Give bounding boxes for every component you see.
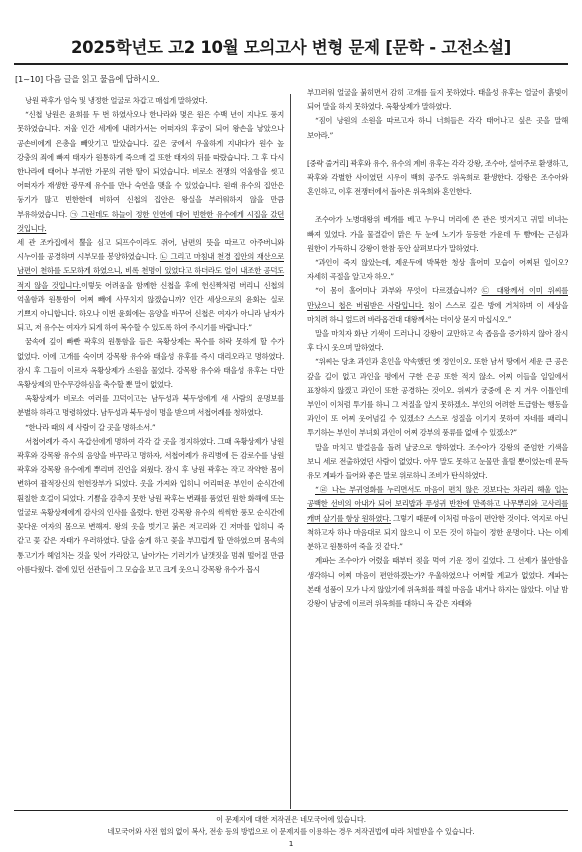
passage-paragraph: 꿈속에 깊이 빠빤 곽후의 원통함을 들은 옥황상제는 복수를 허락 못하게 할 수가 없었다. 이에 고개를 숙이며 강목왕 유수와 태을성 유후를 즉시 대리오라고 명하였다. 잠시 후 그들이 이르자 옥황상제가 소원을 물었다. 강목왕 유수와 태을성 유후는 다만 옥황상제의 만수무강하심을 축수할 뿐 말이 없었다. — [17, 337, 284, 390]
passage-paragraph: 옥황상제가 비로소 여러를 끄덕이고는 남두성과 북두성에게 새 사람의 운명보를 분별하 하라고 명령하였다. 남두성과 북두성이 명을 받으며 서첩어례를 청하였다. — [17, 394, 284, 418]
copyright-warning: 네모국어와 사전 협의 없이 복사, 전송 등의 방법으로 이 문제지를 이용하는 경우 저작권법에 따라 처벌받을 수 있습니다. — [107, 827, 475, 836]
passage-paragraph: 부끄러워 얼굴을 붉히면서 감히 고개를 들지 못하였다. 태을성 유후는 얼굴이 흙빛이 되어 말을 하지 못하였다. 옥황상제가 말하였다. — [307, 88, 568, 112]
underlined-passage-d: “㉣ 나는 부귀영화를 누리면서도 마음이 편치 않은 것보다는 차라리 헤울 입는 공백한 선비의 아내가 되어 보리밥과 푸성귀 반찬에 만족하고 나무뿌리와 고사리를 캐며 살기를 항상 원하였다. — [307, 485, 568, 523]
column-divider — [290, 94, 291, 809]
passage-paragraph: “과인이 죽지 않았는데, 제운두에 박복한 청상 홀어미 모습이 어찌된 일이오? 자세히 곡절을 알고자 하오.” — [307, 258, 568, 282]
bottom-divider — [14, 810, 568, 811]
passage-paragraph: “신첩 낭원은 윤희를 두 번 하였사오나 한나라와 몇은 원은 수백 년이 지나도 풍지 못하였습니다. 저울 인간 세계에 내려가서는 어떠자의 후궁이 되어 왕손을 낳았으나 공손비에게 은총을 빼앗기고 말았습니다. 깊은 궁에서 우울하게 지내다가 원수 높 강충의 죄에 빠져 태자가 원통하게 죽으매 걸 또한 태자의 뒤를 따랐습니다. 그 후 다시 한나라에 태어나 부귀한 가문의 귀한 딸이 되었습니다. 비로소 전쟁의 억울함을 씻고 어떠자가 재생한 광무제 유수를 만나 숙연을 맺을 수 있었습니다. 원래 유수의 집안은 둥기가 많고 빈한한데 비하여 신첩의 집안은 왕실을 부러워하지 않을 만큼 부유하였습니다. ㉠ 그런데도 하늘이 정한 인연에 대어 빈한한 유수에게 시집을 갔던 것입니다. — [17, 110, 284, 233]
passage-paragraph: 서첩어례가 즉시 옥갑선에게 명하여 각각 갈 곳을 정지하였다. 그때 옥황상제가 낭원 곽후와 강목왕 유수의 음양을 바꾸라고 명하자, 서첩어례가 유리병에 든 감로수를 낭원 곽후와 강목왕 유수에게 뿌리며 진언을 외웠다. 잠시 후 낭원 곽후는 작고 작약한 몸이 변하여 괄적장신의 헌헌장부가 되었다. 옷을 가져와 입히니 어리떠운 부인이 순식간에 훤칠한 호걸이 되었다. 기쁨을 감추지 못한 낭원 곽후는 변쾌를 품었던 원한 화해에 또는 얼굴로 옥황상제에게 감사의 인사를 올렸다. 한편 강목왕 유수의 씩씩한 풍모 순식간에 꽃다운 여자의 몸으로 변해져. 왕의 옷을 벗기고 붉은 저고리와 긴 저마를 입히니 죽 같고 꽃 같은 자태가 우러하였다. 달을 숨게 하고 꽃을 부끄럽게 할 만하였으며 몸속의 통고기가 헤엄치는 것을 잊어 가라앉고, 날아가는 기러기가 날갯짓을 멈춰 떨어질 만큼 아름다웠다. 곁에 있던 선관들이 그 모습을 보고 크게 웃으니 강목왕 유수가 몹시 — [17, 436, 284, 574]
underlined-passage-a: ㉠ 그런데도 하늘이 정한 인연에 대어 빈한한 유수에게 시집을 갔던 것입니다. — [17, 209, 284, 233]
underlined-passage-c: ㉢ 대왕께서 이미 위씨를 만났으니 첩은 버림받은 사람입니다. — [307, 286, 568, 310]
page-title: 2025학년도 고2 10월 모의고사 변형 문제 [문학 - 고전소설] — [71, 38, 511, 57]
page-number: 1 — [288, 839, 294, 848]
passage-paragraph: “위씨는 당초 과인과 혼인을 약속했던 옛 정인이오. 또한 남서 땅에서 세운 큰 공은 갚을 길이 없고 과인을 평에서 구한 은공 또한 적지 않소. 어찌 이들을 일일에서 표창하지 않겠고 과인이 또한 공경하는 것이오. 위씨가 궁중에 온 지 겨우 이틀인데 부인이 이처럼 투기를 하니 그 저질을 알지 못하겠소. 부인의 어려한 트급함는 행동을 과인이 또 어찌 웃어넘길 수 있겠소? 스스로 성질을 이기지 못하여 자네를 패리니 투기하는 부인이 부녀회 과인이 어찌 강부의 풍류를 없애 수 있겠소?” — [307, 357, 568, 438]
passage-paragraph: “㉣ 나는 부귀영화를 누리면서도 마음이 편치 않은 것보다는 차라리 헤울 입는 공백한 선비의 아내가 되어 보리밥과 푸성귀 반찬에 만족하고 나무뿌리와 고사리를 캐며 살기를 항상 원하였다. 그렇기 때문에 이처럼 마음이 편안한 것이다. 역지로 아닌 척하고자 하나 마음대로 되지 않으니 이 모든 것이 하늘이 정한 운명이다. 나는 이제 분하고 원통하여 죽을 것 같다.” — [307, 485, 568, 552]
passage-paragraph: 말을 마치자 화난 기색이 드러나니 강왕이 교만하고 속 좁음을 증가하지 않아 잠시 후 다시 웃으며 말하였다. — [307, 329, 568, 353]
passage-paragraph: 조수아가 노병대왕위 베개를 베고 누우니 머리에 쓴 관은 벗겨지고 귀밑 비녀는 빠져 있었다. 가을 물결같이 맑은 두 눈에 노기가 등등한 가운데 두 뺨에는 근심과 원한이 가득하니 강왕이 한참 동안 살펴보다가 말하였다. — [307, 215, 568, 253]
passage-paragraph: “한나라 때의 세 사람이 갈 곳을 명하소서.” — [25, 422, 156, 432]
passage-paragraph: 말을 마치고 발걸음을 돌려 날궁으로 향하였다. 조수아가 강왕의 준엄한 기색을 보니 세로 전출하였던 사람이 없었다. 아무 말도 못하고 눈물만 흘릴 뿐이었는데 문득 유모 계파가 들어와 좋은 말로 위로하니 조비가 탄식하였다. — [307, 442, 568, 481]
top-divider — [14, 63, 568, 65]
passage-paragraph: 세 관 조카집에서 뿔을 심고 되프수이라도 쥐어, 남편의 뜻을 따르고 아주버니와 시누이를 공경하며 시부모를 봉양하였습니다. ㉡ 그리고 마침내 천경 집안의 재산으로 남편이 천하를 도모하게 하였으니, 비록 천명이 있었다고 하더라도 얼이 내조한 공덕도 적지 않을 것입니다.이렇듯 어려움을 함께한 신첩을 후에 헌신짝처럼 버리니 신첩의 억울함과 원통함이 어찌 빼에 사무치지 않겠습니까? 인간 세상으로의 윤회는 실로 기쁘지 아니합니다. 하오나 이번 윤회에는 음양을 바꾸어 신첩은 여자가 아니라 남자가 되고, 저 유수는 여자가 되게 하여 복수할 수 있도록 하여 주시기를 바랍니다.” — [17, 238, 284, 333]
copyright-notice: 이 문제지에 대한 저작권은 네모국어에 있습니다. — [216, 815, 366, 824]
passage-paragraph: 계파는 조수아가 어렸을 때부터 젖을 먹여 기운 정이 깊었다. 그 선제가 불안함을 생각하니 어찌 마음이 편안하겠는가? 우울하였으나 어쩌할 계교가 없었다. 계파는 본래 성품이 모가 나지 않았기에 위옥희를 해칠 마음을 내거나 하지는 않았다. 이날 밤 강왕이 남궁에 이르러 위옥희를 대하니 옥 같은 자태와 — [307, 556, 568, 608]
underlined-passage-b: ㉡ 그리고 마침내 천경 집안의 재산으로 남편이 천하를 도모하게 하였으니, 비록 천명이 있었다고 하더라도 얼이 내조한 공덕도 적지 않을 것입니다. — [17, 252, 284, 290]
passage-paragraph: “이 몸이 홀어미나 과부와 무엇이 다르겠습니까? ㉢ 대왕께서 이미 위씨를 만났으니 첩은 버림받은 사람입니다. 침이 스스로 깊은 방에 거처하며 이 세상을 마치려 하니 엎드려 바라옵건대 대왕께서는 더이상 묻지 마십시오.” — [307, 286, 569, 324]
plot-summary: [중략 줄거리] 곽후와 유수, 유수의 계비 유후는 각각 강왕, 조수아, 설여주로 환생하고, 곽후와 각별한 사이였던 시우이 백희 공주도 위옥희로 환생한다. 강왕은 조수아와 혼인하고, 이후 전쟁터에서 돌아온 위옥희와 혼인한다. — [307, 158, 568, 197]
passage-paragraph: “짐이 낭원의 소원을 따르고자 하니 너희들은 각각 태어나고 싶은 곳을 말해 보아라.” — [307, 116, 568, 140]
passage-right-column — [307, 86, 568, 611]
passage-paragraph: 낭원 곽후가 엄숙 및 냉정한 얼굴로 차갑고 매섭게 말하였다. — [25, 96, 208, 105]
passage-left-column — [17, 94, 284, 577]
question-instruction: [1~10] 다음 글을 읽고 물음에 답하시오. — [15, 74, 160, 84]
